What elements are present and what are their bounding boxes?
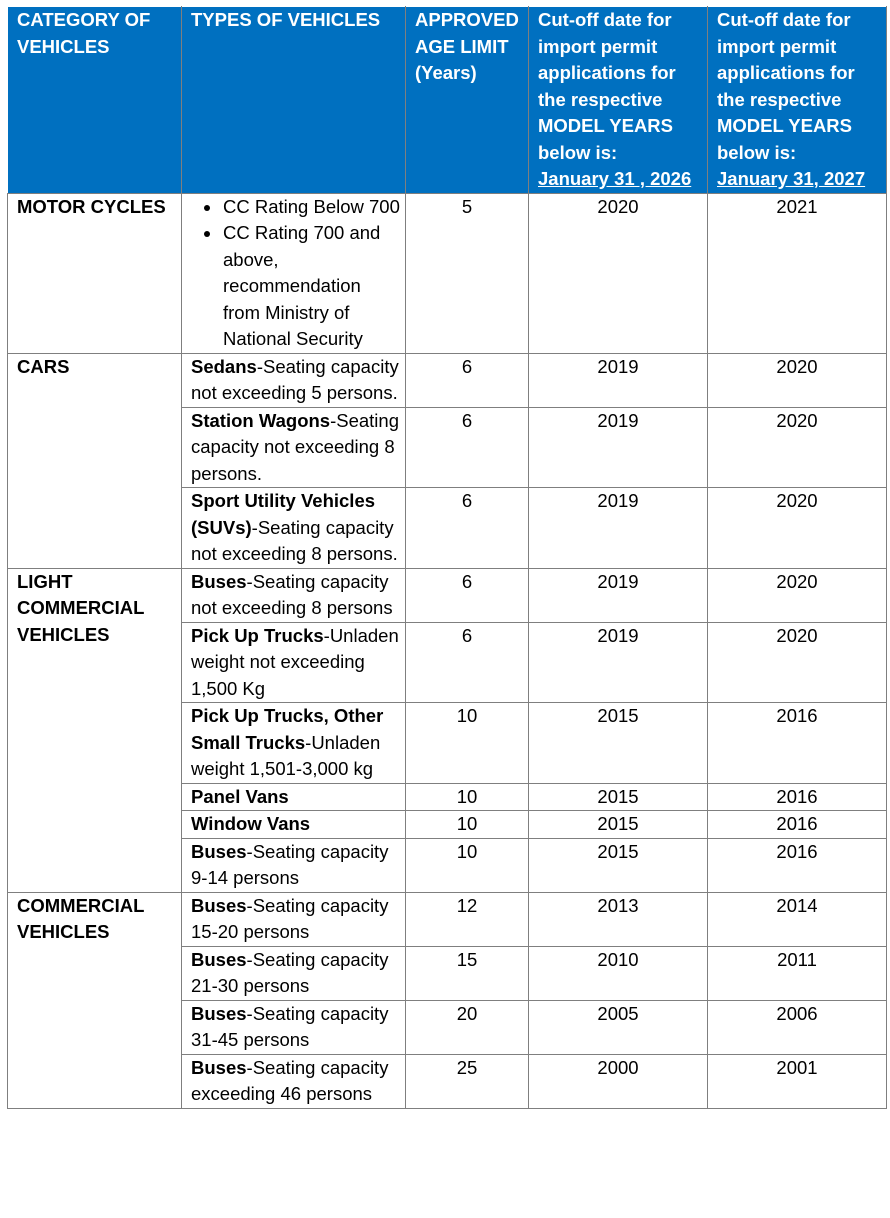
age-limit-cell: 10	[406, 838, 529, 892]
type-description: -Unladen weight 1,501-3,000 kg	[191, 731, 381, 779]
type-cell	[182, 1000, 406, 1054]
model-year-2026-cell: 2015	[529, 783, 708, 811]
list-item: • CC Rating Below 700	[222, 194, 401, 221]
model-year-2027-cell: 2016	[708, 838, 887, 892]
header-cutoff-text: Cut-off date for import permit applications for the respective MODEL YEARS below is:	[717, 9, 855, 163]
header-cutoff-text: Cut-off date for import permit applications for the respective MODEL YEARS below is:	[538, 9, 676, 163]
table-row	[8, 568, 887, 622]
category-cell: COMMERCIAL VEHICLES	[8, 892, 182, 1108]
model-year-2027-cell: 2021	[708, 193, 887, 353]
type-name: Sport Utility Vehicles (SUVs)	[191, 490, 376, 538]
model-year-2027-cell: 2016	[708, 811, 887, 839]
type-description: -Seating capacity exceeding 46 persons	[191, 1056, 389, 1104]
type-name: Buses	[191, 1056, 247, 1078]
age-limit-cell: 6	[406, 407, 529, 488]
category-cell: CARS	[8, 353, 182, 568]
model-year-2026-cell: 2010	[529, 946, 708, 1000]
type-name: Sedans	[191, 355, 257, 377]
type-name: Buses	[191, 948, 247, 970]
age-limit-cell: 10	[406, 811, 529, 839]
age-limit-cell: 6	[406, 353, 529, 407]
age-limit-cell: 5	[406, 193, 529, 353]
type-name: Window Vans	[191, 813, 311, 834]
type-cell	[182, 193, 406, 353]
model-year-2026-cell: 2019	[529, 568, 708, 622]
type-cell	[182, 622, 406, 703]
model-year-2026-cell: 2015	[529, 703, 708, 784]
type-cell	[182, 838, 406, 892]
type-name: Panel Vans	[191, 785, 289, 807]
type-cell	[182, 488, 406, 569]
model-year-2026-cell: 2020	[529, 193, 708, 353]
type-cell	[182, 811, 406, 839]
category-cell: LIGHT COMMERCIAL VEHICLES	[8, 568, 182, 892]
type-cell	[182, 568, 406, 622]
model-year-2027-cell: 2020	[708, 407, 887, 488]
model-year-2026-cell: 2013	[529, 892, 708, 946]
header-category: CATEGORY OF VEHICLES	[8, 7, 182, 194]
type-cell	[182, 892, 406, 946]
age-limit-cell: 25	[406, 1054, 529, 1108]
type-cell	[182, 783, 406, 811]
model-year-2027-cell: 2011	[708, 946, 887, 1000]
header-cutoff-2027	[708, 7, 887, 194]
header-cutoff-2026	[529, 7, 708, 194]
model-year-2027-cell: 2016	[708, 783, 887, 811]
model-year-2027-cell: 2001	[708, 1054, 887, 1108]
age-limit-cell: 6	[406, 568, 529, 622]
type-cell	[182, 1054, 406, 1108]
age-limit-cell: 6	[406, 488, 529, 569]
type-name: Buses	[191, 840, 247, 862]
table-row	[8, 353, 887, 407]
type-description: -Seating capacity 21-30 persons	[191, 948, 389, 996]
type-name: Station Wagons	[191, 409, 331, 431]
type-bullet-list	[191, 194, 401, 353]
header-row	[8, 7, 887, 194]
model-year-2026-cell: 2000	[529, 1054, 708, 1108]
model-year-2026-cell: 2019	[529, 407, 708, 488]
age-limit-cell: 10	[406, 783, 529, 811]
model-year-2026-cell: 2019	[529, 622, 708, 703]
model-year-2026-cell: 2005	[529, 1000, 708, 1054]
type-name: Buses	[191, 894, 247, 916]
model-year-2026-cell: 2019	[529, 353, 708, 407]
type-cell	[182, 946, 406, 1000]
model-year-2027-cell: 2016	[708, 703, 887, 784]
type-name: Pick Up Trucks	[191, 624, 324, 646]
type-description: -Seating capacity not exceeding 8 persons.	[191, 409, 399, 484]
model-year-2026-cell: 2015	[529, 838, 708, 892]
model-year-2027-cell: 2020	[708, 488, 887, 569]
type-description: -Seating capacity not exceeding 5 persons.	[191, 355, 399, 403]
age-limit-cell: 12	[406, 892, 529, 946]
type-description: -Seating capacity 15-20 persons	[191, 894, 389, 942]
type-name: Buses	[191, 1002, 247, 1024]
vehicle-age-limit-table	[7, 6, 887, 1109]
model-year-2027-cell: 2020	[708, 568, 887, 622]
type-name: Pick Up Trucks, Other Small Trucks	[191, 705, 384, 753]
age-limit-cell: 20	[406, 1000, 529, 1054]
type-description: -Seating capacity 31-45 persons	[191, 1002, 389, 1050]
model-year-2026-cell: 2019	[529, 488, 708, 569]
type-cell	[182, 703, 406, 784]
model-year-2027-cell: 2006	[708, 1000, 887, 1054]
type-description: -Seating capacity not exceeding 8 persons.	[191, 516, 398, 564]
age-limit-cell: 6	[406, 622, 529, 703]
model-year-2027-cell: 2020	[708, 622, 887, 703]
model-year-2027-cell: 2014	[708, 892, 887, 946]
header-cutoff-date-2026: January 31 , 2026	[538, 168, 692, 189]
type-cell	[182, 407, 406, 488]
model-year-2027-cell: 2020	[708, 353, 887, 407]
table-row	[8, 193, 887, 353]
type-name: Buses	[191, 570, 247, 592]
list-item: • CC Rating 700 and above, recommendation from Ministry of National Security	[222, 220, 401, 353]
table-row	[8, 892, 887, 946]
model-year-2026-cell: 2015	[529, 811, 708, 839]
age-limit-cell: 15	[406, 946, 529, 1000]
header-types: TYPES OF VEHICLES	[182, 7, 406, 194]
type-description: -Seating capacity 9-14 persons	[191, 840, 389, 888]
type-cell	[182, 353, 406, 407]
header-cutoff-date-2027: January 31, 2027	[717, 168, 866, 189]
age-limit-cell: 10	[406, 703, 529, 784]
type-description: -Seating capacity not exceeding 8 persons	[191, 570, 393, 618]
type-description: -Unladen weight not exceeding 1,500 Kg	[191, 624, 399, 699]
header-age-limit: APPROVED AGE LIMIT (Years)	[406, 7, 529, 194]
category-cell: MOTOR CYCLES	[8, 193, 182, 353]
